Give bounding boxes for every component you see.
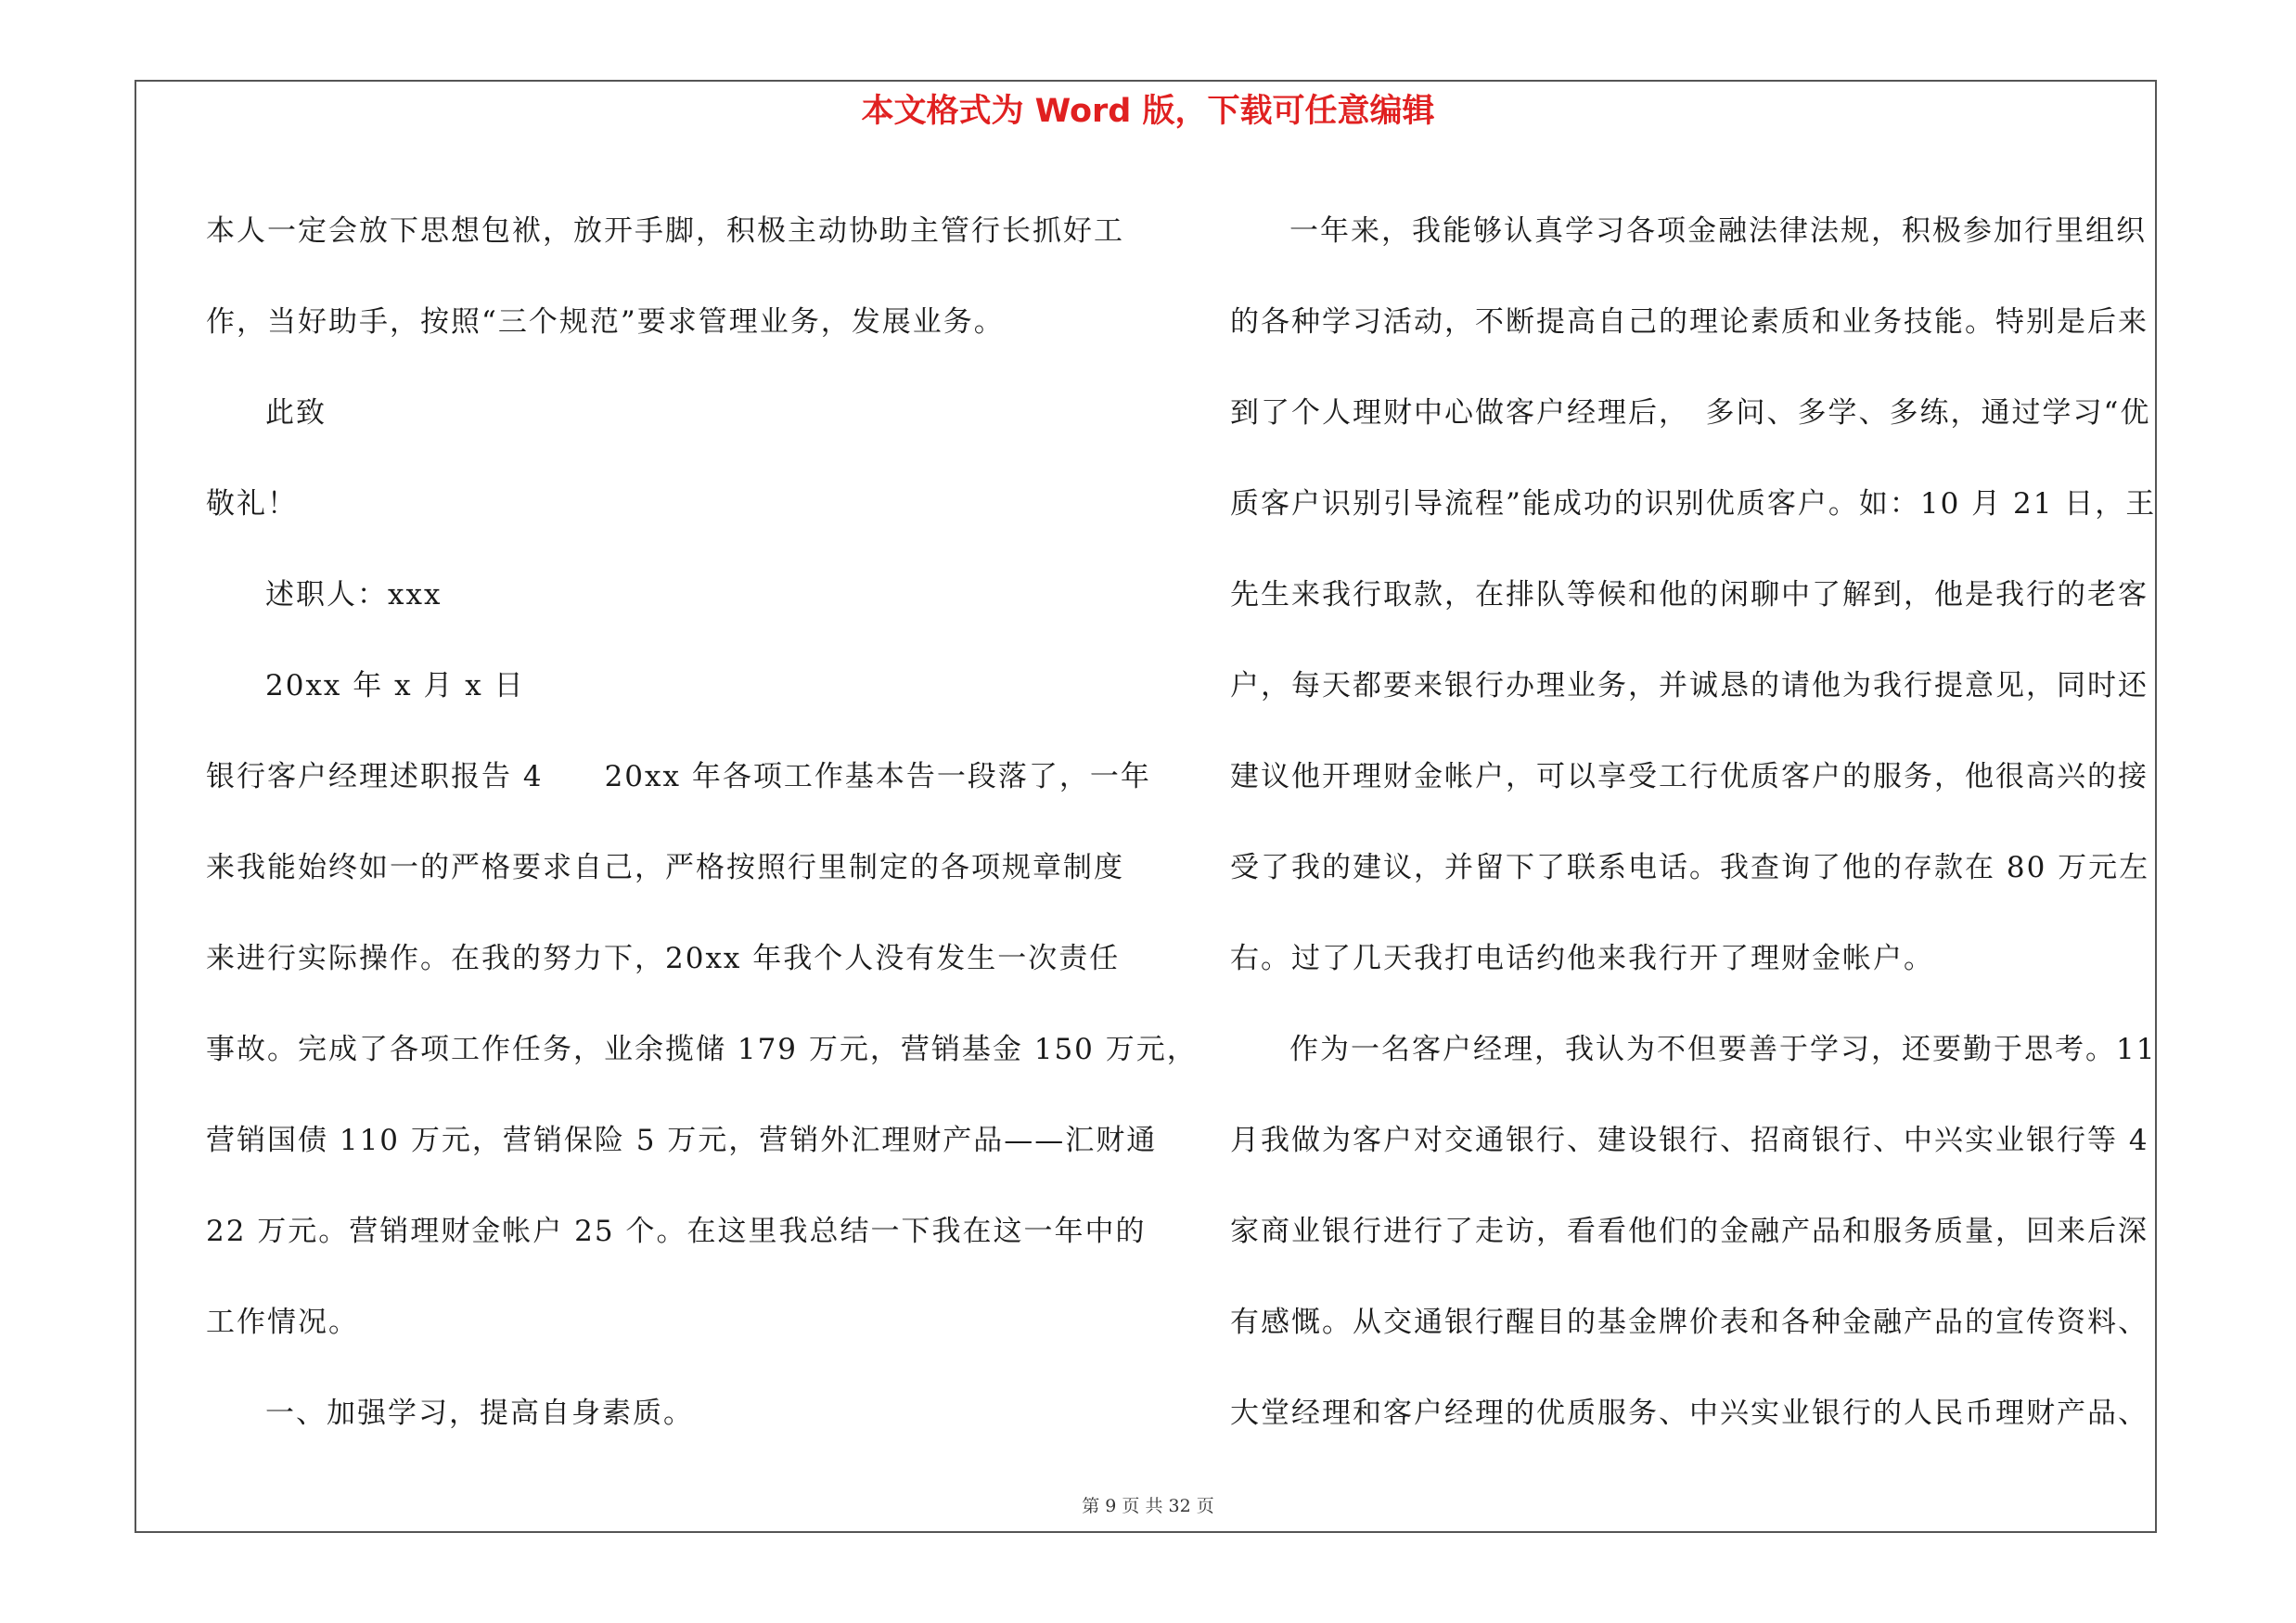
text-line: 右。过了几天我打电话约他来我行开了理财金帐户。 [1230,942,1934,975]
right-column [1230,186,2160,1459]
text-line: 来我能始终如一的严格要求自己，严格按照行里制定的各项规章制度 [206,851,1124,884]
text-line: 事故。完成了各项工作任务，业余揽储 179 万元，营销基金 150 万元， [206,1033,1198,1066]
text-line: 作为一名客户经理，我认为不但要善于学习，还要勤于思考。11 [1289,1033,2157,1066]
text-line: 一年来，我能够认真学习各项金融法律法规，积极参加行里组织 [1289,214,2147,248]
text-line: 的各种学习活动，不断提高自己的理论素质和业务技能。特别是后来 [1230,305,2148,339]
text-line: 月我做为客户对交通银行、建设银行、招商银行、中兴实业银行等 4 [1230,1124,2149,1157]
text-line: 受了我的建议，并留下了联系电话。我查询了他的存款在 80 万元左 [1230,851,2150,884]
text-line: 营销国债 110 万元，营销保险 5 万元，营销外汇理财产品——汇财通 [206,1124,1158,1157]
text-line: 先生来我行取款，在排队等候和他的闲聊中了解到，他是我行的老客 [1230,578,2148,612]
left-column [206,186,1198,1459]
text-line: 户，每天都要来银行办理业务，并诚恳的请他为我行提意见，同时还 [1230,669,2148,702]
date-line: 20xx 年 x 月 x 日 [265,669,525,702]
text-line: 质客户识别引导流程”能成功的识别优质客户。如：10 月 21 日，王 [1230,487,2157,521]
text-line: 来进行实际操作。在我的努力下，20xx 年我个人没有发生一次责任 [206,942,1121,975]
text-line: 有感慨。从交通银行醒目的基金牌价表和各种金融产品的宣传资料、 [1230,1306,2148,1339]
salutation-line: 此致 [265,396,327,430]
closing-line: 敬礼！ [206,487,298,521]
text-line: 本人一定会放下思想包袱，放开手脚，积极主动协助主管行长抓好工 [206,214,1124,248]
editable-notice-banner: 本文格式为 Word 版，下载可任意编辑 [861,93,1435,130]
text-line: 22 万元。营销理财金帐户 25 个。在这里我总结一下我在这一年中的 [206,1215,1147,1248]
report-heading-line: 银行客户经理述职报告 4 20xx 年各项工作基本告一段落了，一年 [206,760,1151,793]
page-number-footer: 第 9 页 共 32 页 [1082,1496,1214,1516]
text-line: 大堂经理和客户经理的优质服务、中兴实业银行的人民币理财产品、 [1230,1397,2148,1430]
text-line: 工作情况。 [206,1306,359,1339]
text-line: 到了个人理财中心做客户经理后， 多问、多学、多练，通过学习“优 [1230,396,2151,430]
text-line: 家商业银行进行了走访，看看他们的金融产品和服务质量，回来后深 [1230,1215,2148,1248]
text-line: 作，当好助手，按照“三个规范”要求管理业务，发展业务。 [206,305,1005,339]
signature-line: 述职人：xxx [265,578,443,612]
section-heading: 一、加强学习，提高自身素质。 [265,1397,694,1430]
text-line: 建议他开理财金帐户，可以享受工行优质客户的服务，他很高兴的接 [1230,760,2148,793]
